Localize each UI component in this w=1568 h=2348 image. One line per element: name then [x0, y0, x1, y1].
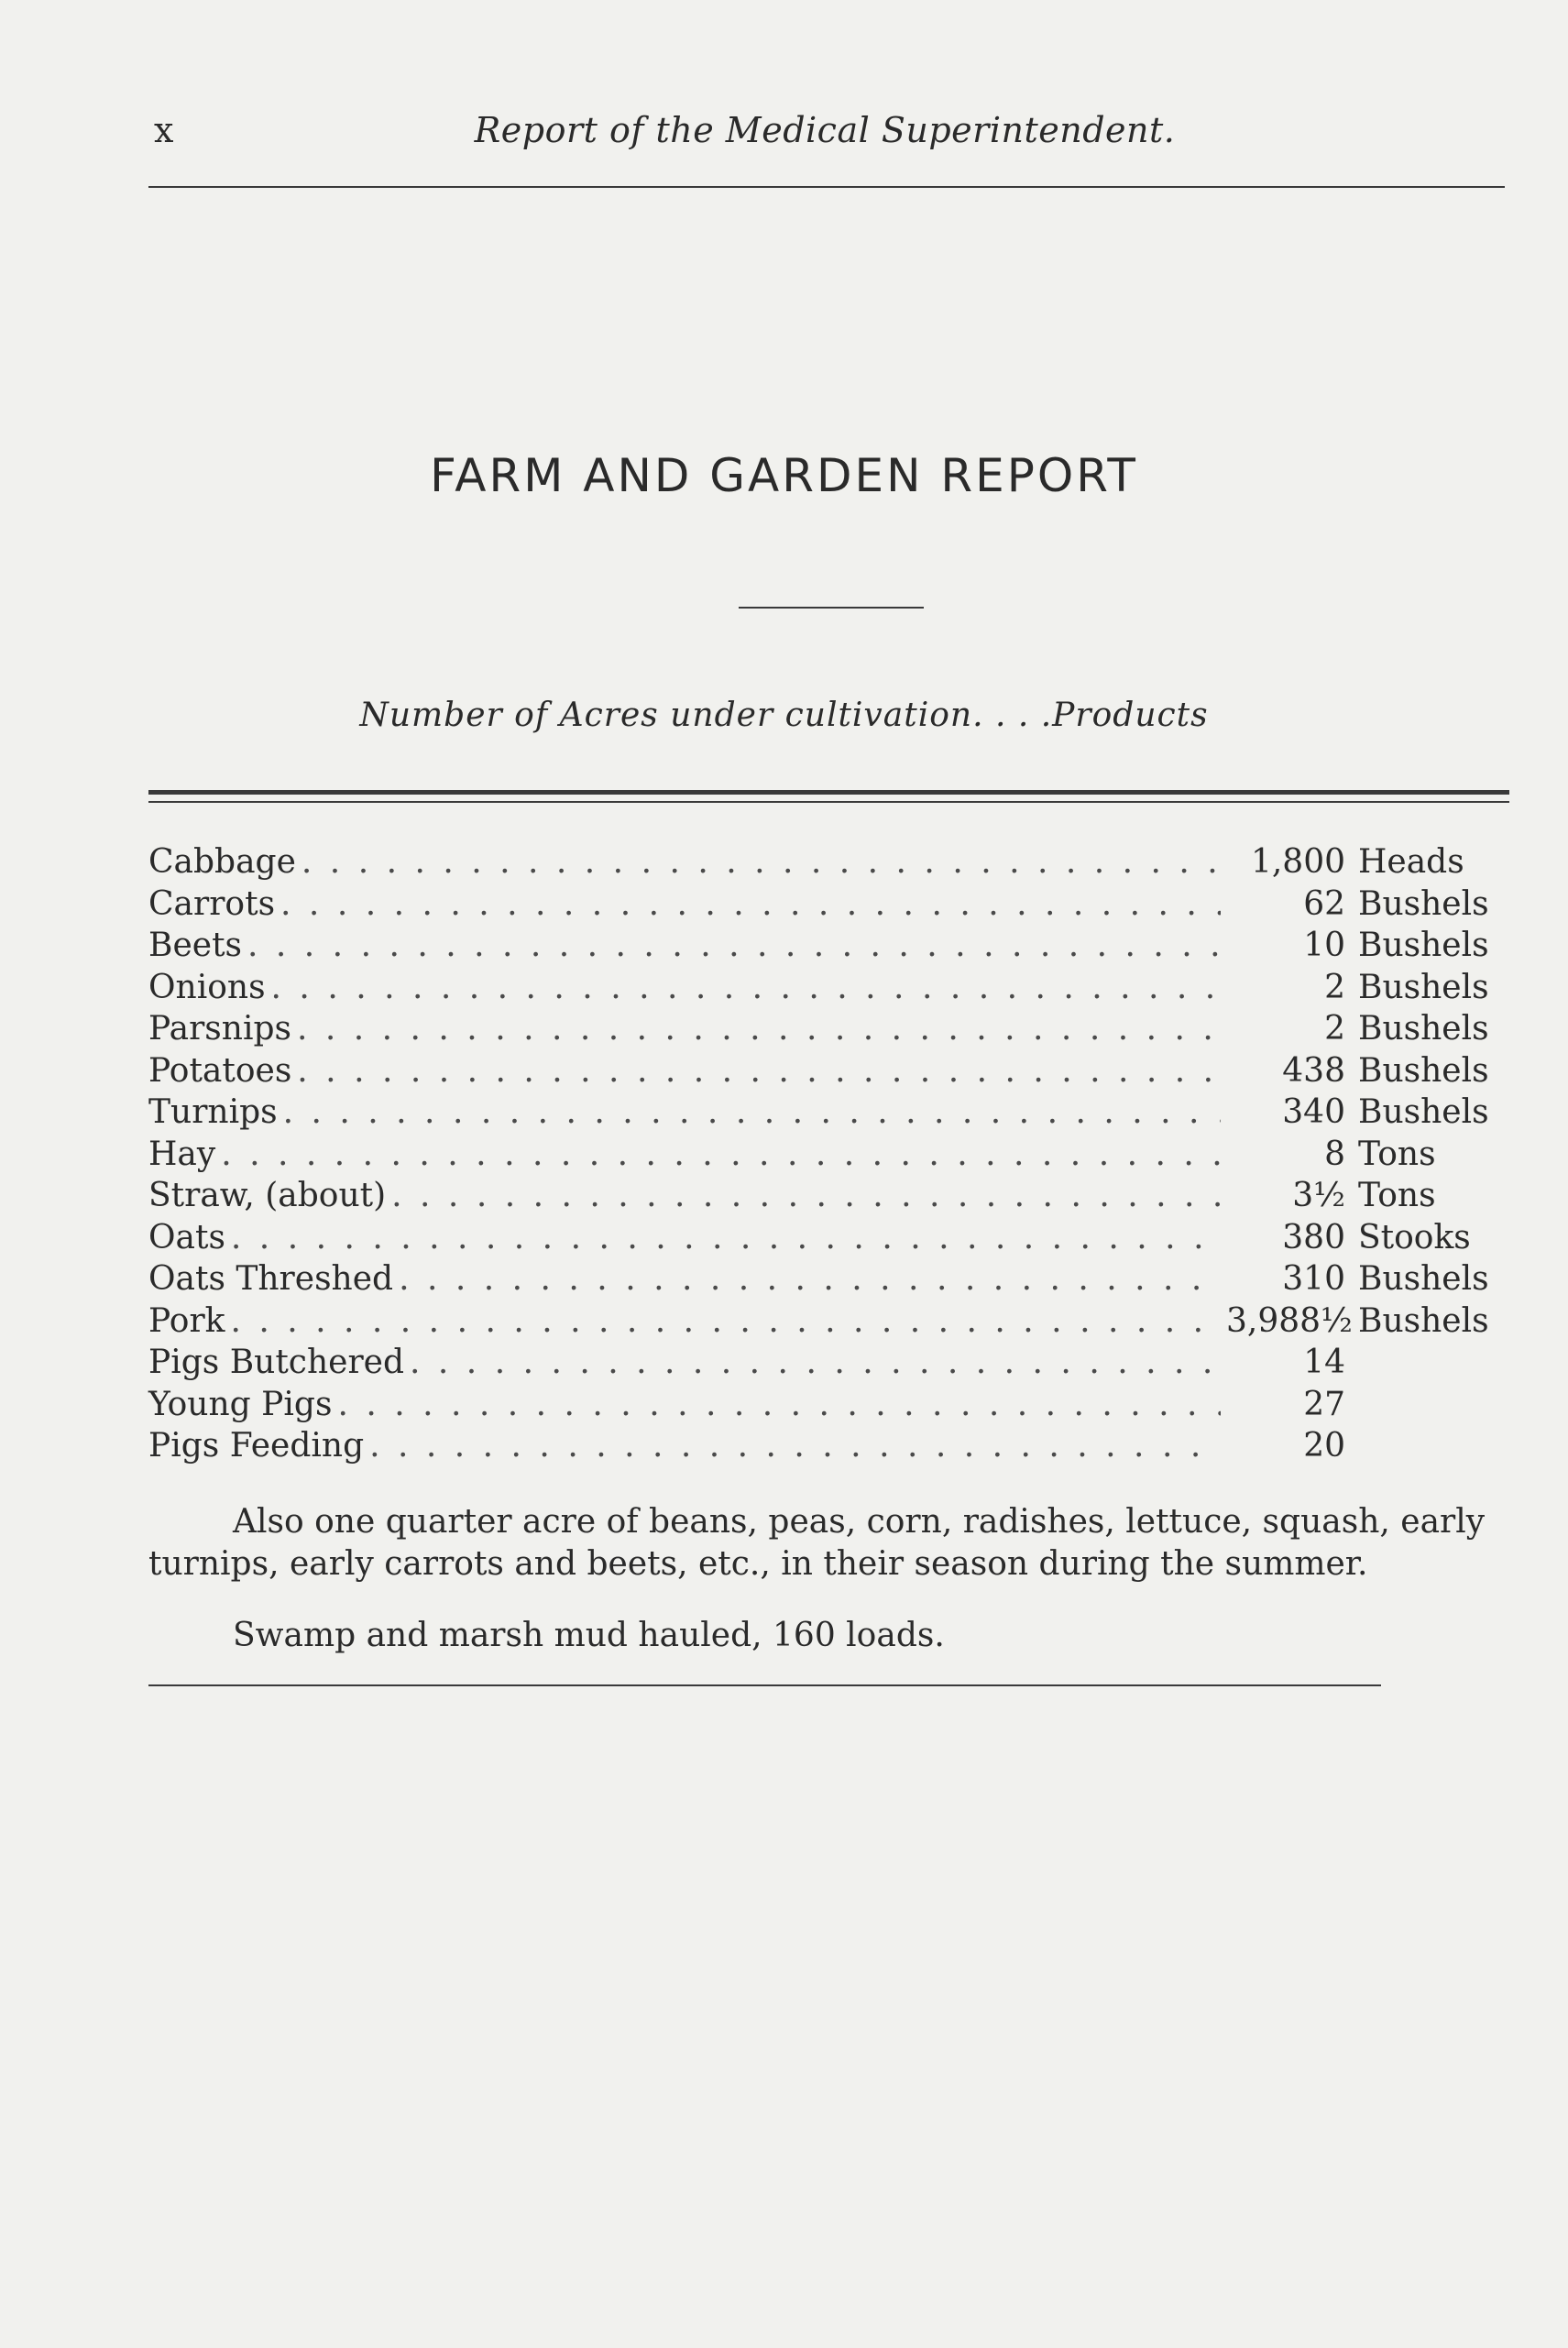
unit: Bushels: [1358, 1051, 1489, 1090]
dot-leader: [302, 843, 1221, 881]
quantity: 14: [1303, 1344, 1345, 1381]
unit: Bushels: [1358, 927, 1489, 964]
table-row: [148, 885, 1505, 927]
item-name: Straw, (about): [148, 1177, 387, 1214]
dot-leader: [230, 1302, 1221, 1340]
unit: Bushels: [1358, 1093, 1489, 1131]
page-number: x: [154, 110, 174, 150]
quantity: 62: [1303, 884, 1345, 923]
unit: Bushels: [1358, 1010, 1489, 1048]
quantity: 380: [1282, 1218, 1345, 1256]
dot-leader: [271, 969, 1221, 1006]
item-name: Pigs Feeding: [148, 1427, 365, 1465]
quantity: 20: [1303, 1427, 1345, 1465]
unit: Stooks: [1358, 1218, 1471, 1256]
unit: Tons: [1358, 1135, 1436, 1173]
swamp-note: Swamp and marsh mud hauled, 160 loads.: [233, 1617, 945, 1654]
table-row: [148, 1093, 1505, 1136]
dot-leader: [231, 1219, 1221, 1256]
table-top-rule-thick: [148, 790, 1509, 795]
dot-leader: [369, 1427, 1221, 1465]
item-name: Carrots: [148, 884, 276, 923]
table-row: [148, 927, 1505, 969]
dot-leader: [391, 1177, 1221, 1214]
unit: Bushels: [1358, 968, 1489, 1006]
quantity: 310: [1282, 1260, 1345, 1298]
table-row: [148, 1344, 1505, 1386]
dot-leader: [283, 1093, 1221, 1131]
table-row: [148, 1177, 1505, 1219]
table-row: [148, 1260, 1505, 1302]
table-row: [148, 1386, 1505, 1428]
also-note: Also one quarter acre of beans, peas, corn, radishes, lettuce, squash, early turnips, early carrots and beets, etc., in their season during the summer.: [148, 1503, 1486, 1583]
dot-leader: [297, 1010, 1221, 1048]
page-header: [147, 110, 1503, 165]
table-row: [148, 1136, 1505, 1178]
item-name: Oats: [148, 1218, 225, 1256]
quantity: 2: [1324, 1010, 1345, 1048]
quantity: 1,800: [1250, 843, 1345, 881]
dot-leader: [410, 1344, 1221, 1381]
item-name: Onions: [148, 968, 266, 1006]
unit: Tons: [1358, 1177, 1436, 1214]
products-table: [148, 843, 1505, 1469]
item-name: Oats Threshed: [148, 1260, 394, 1298]
quantity: 340: [1282, 1093, 1345, 1131]
unit: Bushels: [1358, 884, 1489, 923]
item-name: Cabbage: [148, 843, 296, 881]
table-row: [148, 1010, 1505, 1052]
dot-leader: [337, 1386, 1221, 1423]
table-row: [148, 1052, 1505, 1094]
item-name: Pigs Butchered: [148, 1344, 405, 1381]
dot-leader: [399, 1260, 1221, 1298]
subtitle: Number of Acres under cultivation. . . .Products: [359, 697, 1209, 734]
item-name: Parsnips: [148, 1010, 291, 1048]
quantity: 438: [1282, 1051, 1345, 1090]
table-row: [148, 843, 1505, 885]
dot-leader: [221, 1136, 1221, 1173]
unit: Heads: [1358, 843, 1464, 881]
item-name: Young Pigs: [148, 1385, 333, 1423]
section-title: FARM AND GARDEN REPORT: [430, 449, 1138, 502]
item-name: Turnips: [148, 1093, 278, 1131]
quantity: 10: [1303, 927, 1345, 964]
running-title: Report of the Medical Superintendent.: [474, 110, 1176, 150]
quantity: 3,988½: [1226, 1301, 1353, 1340]
table-row: [148, 1302, 1505, 1344]
dot-leader: [297, 1052, 1221, 1090]
table-top-rule-thin: [148, 801, 1509, 803]
item-name: Beets: [148, 927, 243, 964]
item-name: Potatoes: [148, 1051, 292, 1090]
unit: Bushels: [1358, 1260, 1489, 1298]
table-row: [148, 1427, 1505, 1469]
title-short-rule: [739, 607, 924, 609]
quantity: 8: [1324, 1135, 1345, 1173]
table-row: [148, 1219, 1505, 1261]
unit: Bushels: [1358, 1301, 1489, 1340]
header-rule: [148, 186, 1505, 188]
item-name: Pork: [148, 1301, 225, 1340]
dot-leader: [247, 927, 1221, 964]
quantity: 3½: [1292, 1177, 1345, 1214]
footer-rule: [148, 1684, 1381, 1686]
quantity: 27: [1303, 1385, 1345, 1423]
quantity: 2: [1324, 968, 1345, 1006]
item-name: Hay: [148, 1135, 216, 1173]
table-row: [148, 969, 1505, 1011]
dot-leader: [280, 885, 1221, 923]
